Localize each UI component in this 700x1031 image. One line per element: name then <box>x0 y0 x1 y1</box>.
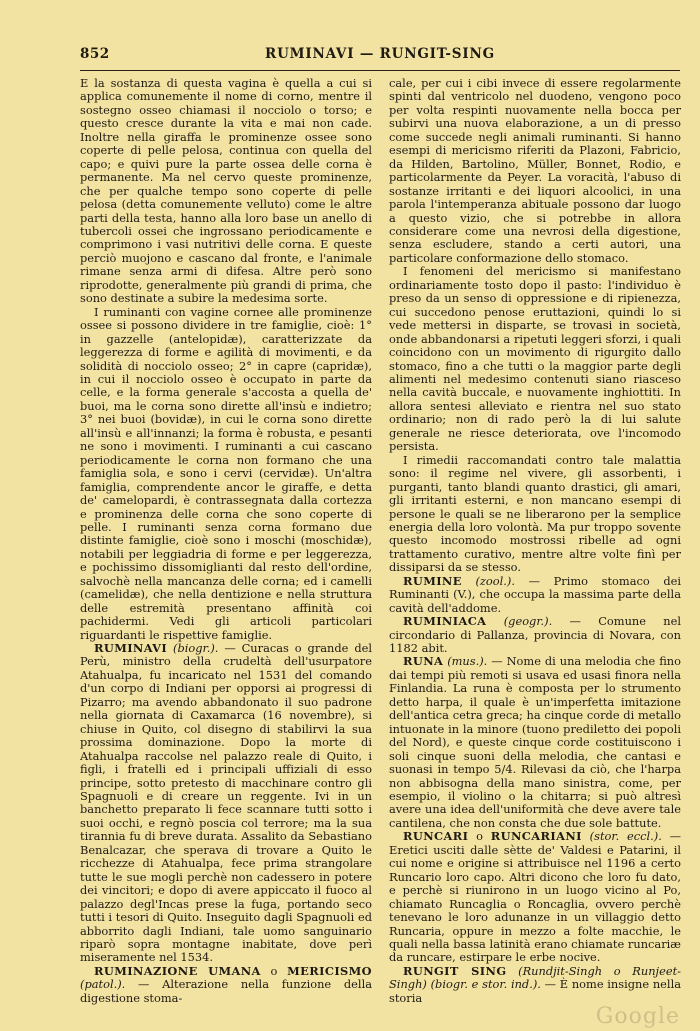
entry-headword: RUMINE <box>403 573 462 588</box>
running-title: RUMINAVI — RUNGIT-SING <box>265 46 495 62</box>
left-column <box>80 76 373 1005</box>
entry-headword: RUNCARI <box>403 829 469 844</box>
entry-headword: RUNA <box>403 654 444 669</box>
entry-text: — È nome insigne nella storia <box>389 977 682 1005</box>
entry-category: (biogr.). <box>173 641 219 656</box>
entry-text: — Alterazione nella funzione della digestione stoma- <box>80 977 372 1005</box>
scan-watermark: Google <box>595 1004 680 1029</box>
entry-category: (stor. eccl.). <box>589 829 662 844</box>
entry-ruminavi <box>80 642 372 965</box>
entry-rumine <box>389 575 681 615</box>
entry-rungit-sing <box>389 965 681 1005</box>
entry-alias: (Rundjit-Singh o Runjeet-Singh) <box>389 963 681 992</box>
paragraph-families: I ruminanti con vagine cornee alle prominenze ossee si possono dividere in tre famiglie, cioè: 1° in gazzelle (antelopidæ), caratterizzate da leggerezza di forme e agilità di movimenti, e da solidità di nocciolo osseo; 2° in capre (capridæ), in cui il nocciolo osseo è occupato in parte da celle, e la forma generale s'accosta a quella de' buoi, ma le corna sono dirette all'insù e indietro; 3° nei buoi (bovidæ), in cui le corna sono dirette all'insù e all'innanzi; la forma è robusta, e pesanti ne sono i movimenti. I ruminanti a cui cascano periodicamente le corna non formano che una famiglia sola, e sono i cervi (cervidæ). Un'altra famiglia, comprendente ancor le giraffe, e detta de' camelopardi, è contrassegnata dalla cortezza e prominenza delle corna che sono coperte di pelle. I ruminanti senza corna formano due distinte famiglie, cioè sono i moschi (moschidæ), notabili per leggiadria di forme e per leggerezza, e pochissimo dissomiglianti dal resto dell'ordine, salvochè nella mancanza delle corna; ed i camelli (camelidæ), che nella dentizione e nella struttura delle estremità presentano affinità coi pachidermi. Vedi gli articoli particolari riguardanti le rispettive famiglie. <box>80 304 372 642</box>
entry-category: (patol.). <box>80 977 126 992</box>
entry-headword-alt: MERICISMO <box>287 963 373 978</box>
entry-runcari <box>389 830 681 965</box>
entry-category: (geogr.). <box>503 614 553 629</box>
entry-text: — Primo stomaco dei Ruminanti (V.), che occupa la massima parte della cavità dell'addome. <box>389 573 682 615</box>
header-rule <box>80 70 680 71</box>
entry-category: (zool.). <box>475 573 515 588</box>
entry-headword-alt: RUNCARIANI <box>490 829 582 844</box>
entry-category: (mus.). <box>447 654 488 669</box>
entry-headword: RUNGIT SING <box>403 963 507 978</box>
page-number: 852 <box>80 46 110 62</box>
entry-headword: RUMINAVI <box>94 641 168 656</box>
paragraph-mericism-cont: cale, per cui i cibi invece di essere regolarmente spinti dal ventricolo nel duodeno, vengono poco per volta respinti nuovamente nella bocca per subirvi una nuova elaborazione, a un di presso come succede negli animali ruminanti. Si hanno esempi di mericismo riferiti da Plazoni, Fabricio, da Hilden, Bartolino, Müller, Bonnet, Rodio, e particolarmente da Peyer. La voracità, l'abuso di sostanze irritanti e dei liquori alcoolici, in una parola l'intemperanza abituale possono dar luogo a questo vizio, che si potrebbe in allora considerare come una nevrosi della digestione, senza escludere, stando a certi autori, una particolare conformazione dello stomaco. <box>389 76 681 265</box>
entry-category: (biogr. e stor. ind.). <box>430 977 541 992</box>
entry-text: — Eretici usciti dalle sètte de' Valdesi e Patarini, il cui nome e origine si attribuisce nel 1196 a certo Runcario loro capo. Altri dicono che loro fu dato, e perchè si riunirono in un luogo vicino al Po, chiamato Runcaglia o Roncaglia, ovvero perchè tenevano le loro adunanze in un villaggio detto Runcaria, oppure in mezzo a folte macchie, le quali nella bassa latinità erano chiamate runcariæ da runcare, estirpare le erbe nocive. <box>389 829 681 965</box>
entry-text: — Nome di una melodia che fino dai tempi più remoti si usava ed usasi finora nella Finlandia. La runa è composta per lo strumento detto harpa, il quale è un'imperfetta imitazione dell'antica cetra greca; ha cinque corde di metallo intuonate in la minore (tuono prediletto dei popoli del Nord), e queste cinque corde costituiscono i soli cinque suoni della melodia, che cantasi e suonasi in tempo 5/4. Rilevasi da ciò, che l'harpa non abbisogna della mano sinistra, come, per esempio, il violino o la chitarra; si può altresì avere una idea dell'uniformità che deve avere tale cantilena, che non consta che due sole battute. <box>389 654 681 830</box>
entry-ruminiaca <box>389 615 681 655</box>
entry-connector: o <box>270 963 278 978</box>
paragraph-remedies: I rimedii raccomandati contro tale malattia sono: il regime nel vivere, gli assorbenti, i purganti, tanto blandi quanto drastici, gli amari, gli irritanti esterni, e non mancano esempi di persone le quali se ne liberarono per la semplice energia della loro volontà. Ma pur troppo sovente questo incomodo mostrossi ribelle ad ogni trattamento curativo, mentre altre volte finì per dissiparsi da se stesso. <box>389 452 681 575</box>
page-header <box>80 46 680 68</box>
right-column <box>389 76 682 1005</box>
entry-connector: o <box>476 829 483 844</box>
entry-text: — Curacas o grande del Perù, ministro della crudeltà dell'usurpatore Atahualpa, fu incaricato nel 1531 del comando d'un corpo di Indiani per opporsi ai progressi di Pizarro; ma avendo abbandonato il suo padrone nella giornata di Caxamarca (16 novembre), si chiuse in Quito, col disegno di stabilirvi la sua prossima dominazione. Dopo la morte di Atahualpa raccolse nel palazzo reale di Quito, i figli, i fratelli ed i principali uffiziali di esso principe, sotto pretesto di macchinare contro gli Spagnuoli e di creare un reggente. Ivi in un banchetto preparato li fece scannare tutti sotto i suoi occhi, e regnò poscia col terrore; ma la sua tirannia fu di breve durata. Assalito da Sebastiano Benalcazar, che sperava di trovare a Quito le ricchezze di Atahualpa, fece prima strangolare tutte le sue mogli perchè non cadessero in potere dei vincitori; e dopo di avere appiccato il fuoco al palazzo degl'Incas prese la fuga, portando seco tutti i tesori di Quito. Inseguito dagli Spagnuoli ed abborrito dagli Indiani, tale uomo sanguinario riparò sopra montagne inabitate, dove perì miseramente nel 1534. <box>80 641 372 965</box>
entry-text: — Comune nel circondario di Pallanza, provincia di Novara, con 1182 abit. <box>389 614 682 656</box>
entry-headword: RUMINIACA <box>403 614 487 629</box>
entry-headword: RUMINAZIONE UMANA <box>94 963 261 978</box>
entry-ruminazione <box>80 965 372 1005</box>
paragraph-symptoms: I fenomeni del mericismo si manifestano ordinariamente tosto dopo il pasto: l'individuo è preso da un senso di oppressione e di ripienezza, cui succedono penose eruttazioni, quindi lo si vede mettersi in disparte, se trovasi in società, onde abbandonarsi a ripetuti leggeri sforzi, i quali coincidono con un movimento di rigurgito dallo stomaco, fino a che tutti o la maggior parte degli alimenti nel medesimo contenuti siano riasceso nella cavità buccale, e nuovamente inghiottiti. In allora sentesi alleviato e rientra nel suo stato ordinario; non di rado però la di lui salute generale ne riesce deteriorata, ove l'incomodo persista. <box>389 264 681 454</box>
entry-runa <box>389 655 681 830</box>
paragraph-horns: E la sostanza di questa vagina è quella a cui si applica comunemente il nome di corno, mentre il sostegno osseo chiamasi il nocciolo o torso; e questo cresce durante la vita e mai non cade. Inoltre nella giraffa le prominenze ossee sono coperte di pelle pelosa, continua con quella del capo; e quivi pure la parte ossea delle corna è permanente. Ma nel cervo queste prominenze, che per qualche tempo sono coperte di pelle pelosa (detta comunemente velluto) come le altre parti della testa, hanno alla loro base un anello di tubercoli ossei che ingrossano periodicamente e comprimono i vasi nutritivi delle corna. E queste perciò muojono e cascano dal fronte, e l'animale rimane senza armi di difesa. Altre però sono riprodotte, generalmente più grandi di prima, che sono destinate a subire la medesima sorte. <box>80 76 372 306</box>
